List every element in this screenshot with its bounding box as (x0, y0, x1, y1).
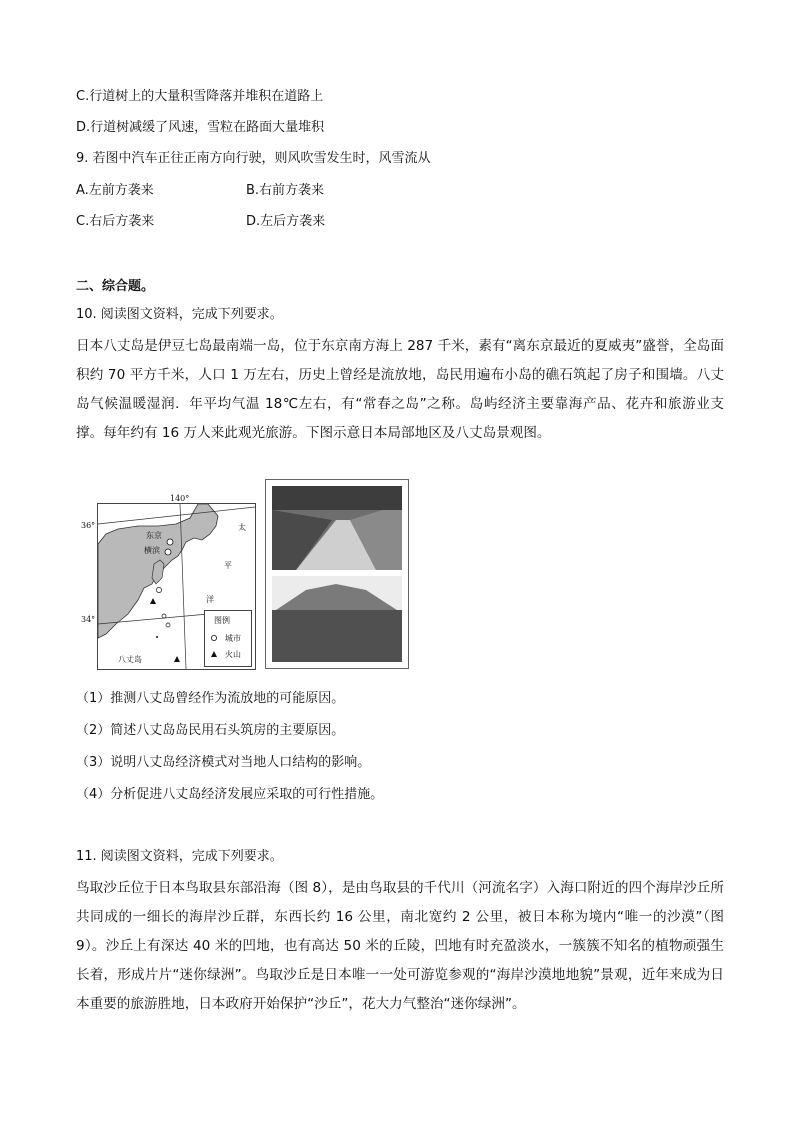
option-a-q9: A.左前方袭来 (76, 183, 154, 198)
island-dot-3 (166, 623, 170, 627)
option-b-q9: B.右前方袭来 (246, 183, 325, 198)
question-10-passage: 日本八丈岛是伊豆七岛最南端一岛，位于东京南方海上 287 千米，素有“离东京最近的夏威夷”盛誉，全岛面积约 70 平方千米，人口 1 万左右，历史上曾经是流放地，岛民用遍布小岛的礁石筑起了房子和围墙。八丈岛气候温暖湿润．年平均气温 18℃左右，有“常春之岛”之称。岛屿经济主要靠海产品、花卉和旅游业支撑。每年约有 16 万人来此观光旅游。下图示意日本局部地区及八丈岛景观图。 (76, 338, 724, 441)
sea-label-2: 平 (224, 561, 232, 570)
city-tokyo-dot (167, 539, 173, 545)
volcano-marker (150, 598, 156, 604)
latitude-line-36 (98, 507, 255, 524)
legend-title: 图例 (214, 616, 230, 625)
photo-svg (266, 480, 408, 668)
option-c-q9: C.右后方袭来 (76, 214, 155, 229)
question-11-passage: 鸟取沙丘位于日本鸟取县东部沿海（图 8），是由鸟取县的千代川（河流名字）入海口附近的四个海岸沙丘所共同成的一细长的海岸沙丘群，东西长约 16 公里，南北宽约 2 公里，被日本称为境内“唯一的沙漠”（图 9）。沙丘上有深达 40 米的凹地，也有高达 50 米的丘陵，凹地有时充盈淡水，一簇簇不知名的植物顽强生长着，形成片片“迷你绿洲”。鸟取沙丘是日本唯一一处可游览参观的“海岸沙漠地地貌”景观，近年来成为日本重要的旅游胜地，日本政府开始保护“沙丘”，花大力气整治“迷你绿洲”。 (76, 880, 724, 1012)
longitude-label: 140° (170, 494, 190, 503)
sea-label-3: 洋 (206, 595, 214, 604)
legend-volcano-label: 火山 (225, 650, 241, 659)
option-d-q9: D.左后方袭来 (246, 214, 326, 229)
city-yokohama-label: 横滨 (144, 546, 160, 555)
map-legend (204, 610, 252, 667)
legend-city-label: 城市 (225, 634, 241, 643)
question-10-sub2: （2）简述八丈岛岛民用石头筑房的主要原因。 (76, 723, 345, 738)
question-11-stem: 11. 阅读图文资料，完成下列要求。 (76, 849, 283, 864)
island-dot-1 (156, 587, 161, 592)
hachijo-island-label: 八丈岛 (118, 655, 142, 664)
option-d-q8: D.行道树减缓了风速，雪粒在路面大量堆积 (76, 120, 325, 135)
latitude-36-label: 36° (81, 521, 96, 530)
city-tokyo-label: 东京 (146, 531, 162, 540)
legend-city-icon (211, 635, 216, 640)
hachijo-volcano (174, 656, 180, 662)
question-10-stem: 10. 阅读图文资料，完成下列要求。 (76, 307, 283, 322)
question-9-stem: 9. 若图中汽车正往正南方向行驶，则风吹雪发生时，风雪流从 (76, 151, 431, 166)
question-10-sub3: （3）说明八丈岛经济模式对当地人口结构的影响。 (76, 755, 371, 770)
sea-label-1: 太 (238, 523, 246, 532)
hachijo-photos (265, 479, 409, 669)
latitude-34-label: 34° (81, 615, 96, 624)
legend-volcano-icon (211, 651, 217, 657)
question-10-sub4: （4）分析促进八丈岛经济发展应采取的可行性措施。 (76, 787, 384, 802)
question-10-sub1: （1）推测八丈岛曾经作为流放地的可能原因。 (76, 691, 345, 706)
island-dot-2 (162, 614, 166, 618)
photo-2-vegetation (272, 610, 402, 662)
section-title: 二、综合题。 (76, 279, 155, 294)
photo-1-trees (272, 486, 402, 510)
option-c-q8: C.行道树上的大量积雪降落并堆积在道路上 (76, 89, 324, 104)
city-yokohama-dot (165, 549, 171, 555)
small-island (156, 636, 158, 638)
